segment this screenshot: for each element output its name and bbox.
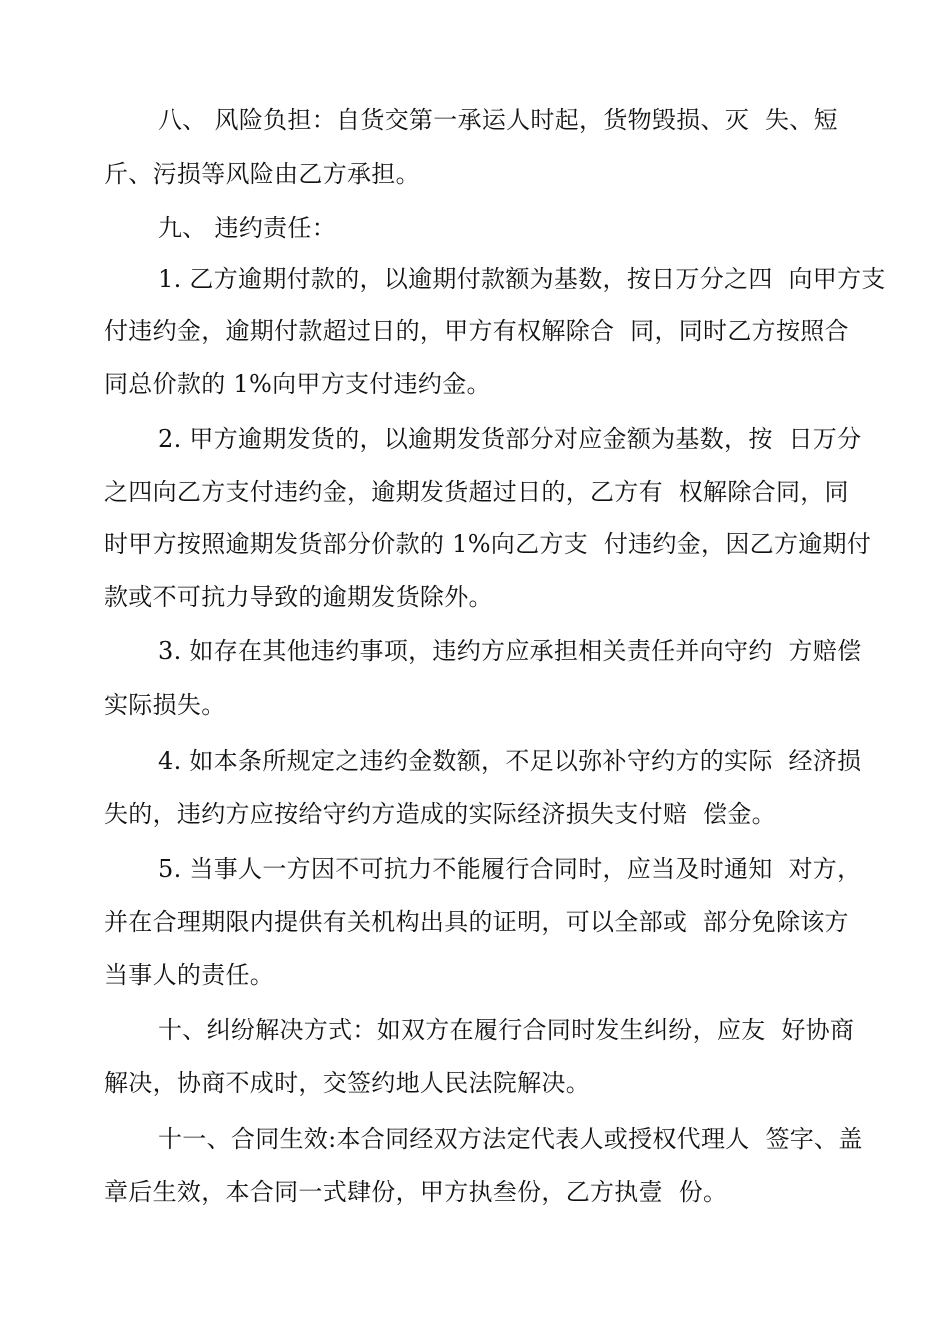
text-line: 3. 如存在其他违约事项，违约方应承担相关责任并向守约 方赔偿 xyxy=(158,637,862,665)
text-line: 1. 乙方逾期付款的，以逾期付款额为基数，按日万分之四 向甲方支 xyxy=(158,265,886,293)
text-line: 款或不可抗力导致的逾期发货除外。 xyxy=(104,583,493,611)
text-line: 十、纠纷解决方式：如双方在履行合同时发生纠纷，应友 好协商 xyxy=(158,1016,855,1044)
text-line: 时甲方按照逾期发货部分价款的 1%向乙方支 付违约金，因乙方逾期付 xyxy=(104,530,872,558)
text-line: 4. 如本条所规定之违约金数额，不足以弥补守约方的实际 经济损 xyxy=(158,747,862,775)
text-line: 实际损失。 xyxy=(104,691,226,719)
section-heading: 九、 违约责任： xyxy=(158,214,337,242)
text-line: 失的，违约方应按给守约方造成的实际经济损失支付赔 偿金。 xyxy=(104,800,776,828)
text-line: 同总价款的 1%向甲方支付违约金。 xyxy=(104,370,491,398)
text-line: 2. 甲方逾期发货的，以逾期发货部分对应金额为基数，按 日万分 xyxy=(158,425,862,453)
text-line: 章后生效，本合同一式肆份，甲方执叁份，乙方执壹 份。 xyxy=(104,1178,728,1206)
text-line: 解决，协商不成时，交签约地人民法院解决。 xyxy=(104,1069,590,1097)
text-line: 并在合理期限内提供有关机构出具的证明，可以全部或 部分免除该方 xyxy=(104,908,849,936)
text-line: 十一、合同生效:本合同经双方法定代表人或授权代理人 签字、盖 xyxy=(158,1125,863,1153)
text-line: 八、 风险负担：自货交第一承运人时起，货物毁损、灭 失、短 xyxy=(158,106,838,134)
text-line: 当事人的责任。 xyxy=(104,961,275,989)
text-line: 5. 当事人一方因不可抗力不能履行合同时，应当及时通知 对方， xyxy=(158,855,862,883)
text-line: 斤、污损等风险由乙方承担。 xyxy=(104,160,420,188)
text-line: 付违约金，逾期付款超过日的，甲方有权解除合 同，同时乙方按照合 xyxy=(104,317,849,345)
text-line: 之四向乙方支付违约金，逾期发货超过日的，乙方有 权解除合同，同 xyxy=(104,478,849,506)
